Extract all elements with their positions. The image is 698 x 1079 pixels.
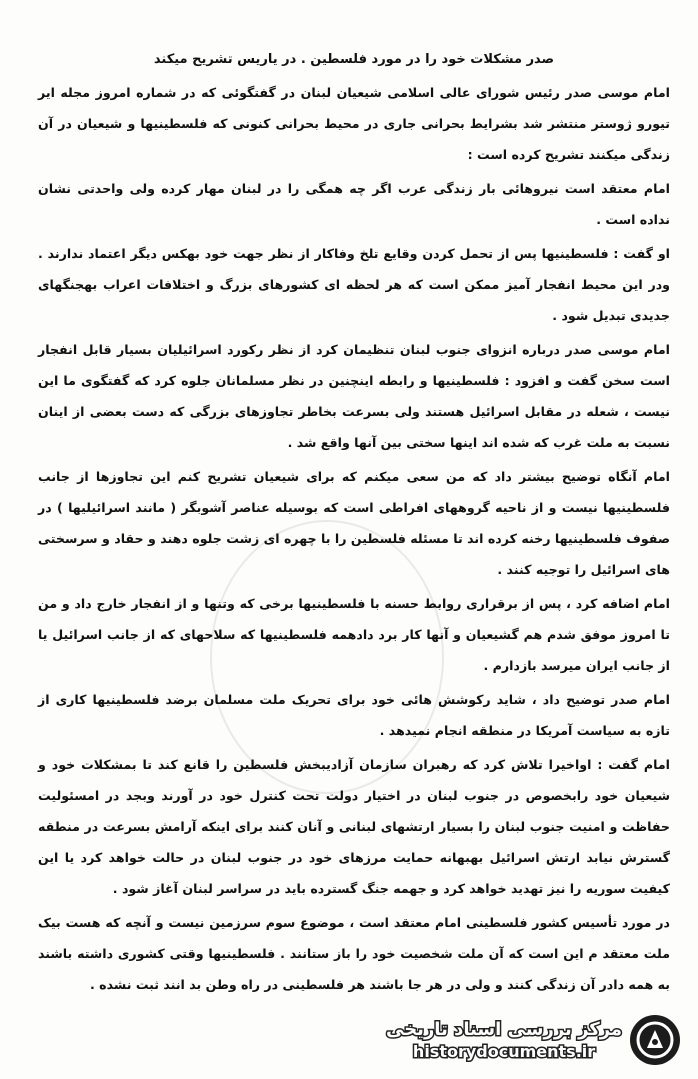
paragraph: در مورد تأسیس کشور فلسطینی امام معتقد است ، موضوع سوم سرزمین نیست و آنچه که هست بیک ملت معتقد م این است که آن ملت شخصیت خود را باز ستانند . فلسطینیها وقتی کشوری داشته باشند به همه دادر آن زندگی کنند و ولی در هر جا باشند هر فلسطینی در راه وطن بد انند ثبت نشده . — [38, 915, 670, 992]
paragraph: او گفت : فلسطینیها پس از تحمل کردن وقایع تلخ وفاکار از نظر جهت خود بهکس دیگر اعتماد ندارند . ودر این محیط انفجار آمیز ممکن است که هر لحظه ای کشورهای بزرگ و اختلافات اعراب بهجنگهای جدیدی تبدیل شود . — [38, 246, 670, 323]
paragraph: امام صدر توضیح داد ، شاید رکوشش هائی خود برای تحریک ملت مسلمان برضد فلسطینیها کاری از تازه به سیاست آمریکا در منطقه انجام نمیدهد . — [38, 692, 670, 738]
watermark-name: مرکز بررسی اسناد تاریخی — [386, 1019, 623, 1040]
paragraph: امام موسی صدر رئیس شورای عالی اسلامی شیعیان لبنان در گفتگوئی که در شماره امروز مجله ایر تیورو ژوستر منتشر شد بشرایط بحرانی جاری در محیط بحرانی کنونی که فلسطینیها و شیعیان در آن زندگی میکنند تشریح کرده است : — [38, 85, 670, 162]
paragraph: امام موسی صدر درباره انزوای جنوب لبنان تنظیمان کرد از نظر رکورد اسرائیلیان بسیار قابل انفجار است سخن گفت و افزود : فلسطینیها و رابطه اینچنین در نظر مسلمانان جلوه کرد که گفتگوی ما این نیست ، شعله در مقابل اسرائیل هستند ولی بسرعت بخاطر تجاوزهای بزرگی که دست بعضی از اینان نسبت به ملت غرب که شده اند اینها سختی بین آنها واقع شد . — [38, 342, 670, 450]
archive-seal-icon — [630, 1015, 680, 1065]
document-body — [38, 44, 670, 1044]
watermark-site: historydocuments.ir — [412, 1042, 596, 1061]
paragraph: امام آنگاه توضیح بیشتر داد که من سعی میکنم که برای شیعیان تشریح کنم این تجاوزها از جانب فلسطینیها نیست و از ناحیه گروههای افراطی است که بوسیله عناصر آشوبگر ( مانند اسرائیلیها ) در صفوف فلسطینیها رخنه کرده اند تا مسئله فلسطین را با چهره ای زشت جلوه دهند و حقاد و سرسختی های اسرائیل را توجیه کنند . — [38, 469, 670, 577]
paragraph: امام معتقد است نیروهائی بار زندگی عرب اگر چه همگی را در لبنان مهار کرده ولی واحدتی نشان نداده است . — [38, 181, 670, 227]
paragraph: امام اضافه کرد ، پس از برقراری روابط حسنه با فلسطینیها برخی که وتنها و از انفجار خارج داد و من تا امروز موفق شدم هم گشیعیان و آنها کار برد دادهمه فلسطینیها که سلاحهای که از جانب اسرائیل یا از جانب ایران میرسد بازدارم . — [38, 596, 670, 673]
watermark-text — [386, 1019, 622, 1061]
paragraph-list — [38, 77, 670, 1000]
document-title: صدر مشکلات خود را در مورد فلسطین . در یاریس تشریح میکند — [153, 52, 555, 67]
watermark — [386, 1009, 686, 1071]
paragraph: امام گفت : اواخیرا تلاش کرد که رهبران سازمان آزادیبخش فلسطین را قانع کند تا بمشکلات خود و شیعیان خود رابخصوص در جنوب لبنان در اختیار دولت تحت کنترل خود در آورند وبجد در امسئولیت حفاظت و امنیت جنوب لبنان را بسیار ارتشهای لبنانی و آنان کنند برای اینکه آرامش بسرعت در منطقه گسترش نیابد ارتش اسرائیل بهبهانه حمایت مرزهای خود در جنوب لبنان در حالت خواهد کرد یا این کیفیت سوریه را نیز تهدید خواهد کرد و جهمه جنگ گسترده باید در سراسر لبنان آغاز شود . — [38, 757, 670, 896]
